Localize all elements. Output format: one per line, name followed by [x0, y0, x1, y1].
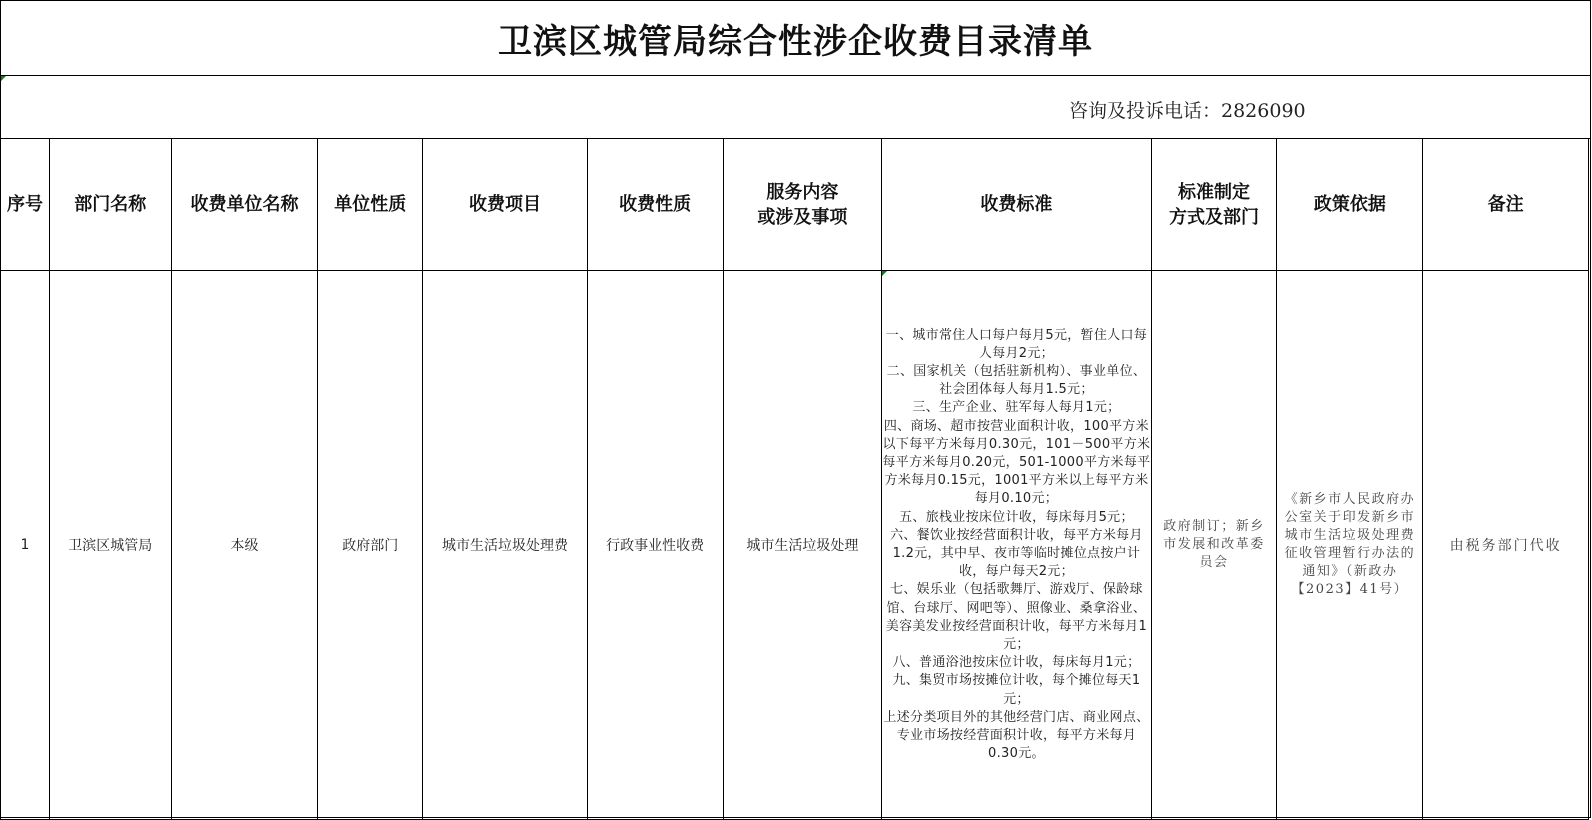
standard-line-2: 二、国家机关（包括驻新机构）、事业单位、社会团体每人每月1.5元； [886, 363, 1147, 398]
contact-row [1, 76, 1590, 139]
standard-line-8: 八、普通浴池按床位计收，每床每月1元； [892, 655, 1141, 671]
cell-dept: 卫滨区城管局 [49, 271, 171, 820]
cell-standard [882, 271, 1151, 820]
cell-item: 城市生活垃圾处理费 [423, 271, 588, 820]
page-title: 卫滨区城管局综合性涉企收费目录清单 [498, 21, 1093, 62]
header-seq: 序号 [1, 139, 50, 271]
standard-line-5: 五、旅栈业按床位计收，每床每月5元； [899, 509, 1134, 525]
header-unit: 收费单位名称 [171, 139, 318, 271]
cell-unit-type: 政府部门 [318, 271, 423, 820]
header-dept: 部门名称 [49, 139, 171, 271]
standard-line-7: 七、娱乐业（包括歌舞厅、游戏厅、保龄球馆、台球厅、网吧等）、照像业、桑拿浴业、美容美发业按经营面积计收，每平方米每月1元； [885, 582, 1148, 653]
table-row [1, 271, 1589, 820]
title-row [1, 1, 1590, 76]
header-note: 备注 [1423, 139, 1589, 271]
cell-note: 由税务部门代收 [1423, 271, 1589, 820]
standard-line-6: 六、餐饮业按经营面积计收，每平方米每月1.2元，其中早、夜市等临时摊位点按户计收，每户每天2元； [890, 527, 1143, 580]
cell-service: 城市生活垃圾处理 [723, 271, 882, 820]
header-policy: 政策依据 [1277, 139, 1423, 271]
header-service [723, 139, 882, 271]
standard-line-10: 上述分类项目外的其他经营门店、商业网点、专业市场按经营面积计收，每平方米每月0.30元。 [883, 709, 1150, 762]
header-method-line1: 标准制定 [1178, 181, 1251, 203]
header-standard: 收费标准 [882, 139, 1151, 271]
cell-unit: 本级 [171, 271, 318, 820]
standard-line-1: 一、城市常住人口每户每月5元，暂住人口每人每月2元； [885, 327, 1148, 361]
cell-method: 政府制订；新乡市发展和改革委员会 [1151, 271, 1277, 820]
cell-nature: 行政事业性收费 [587, 271, 723, 820]
cell-seq: 1 [1, 271, 50, 820]
header-row [1, 139, 1589, 271]
header-method-line2: 方式及部门 [1169, 206, 1260, 228]
cell-policy: 《新乡市人民政府办公室关于印发新乡市城市生活垃圾处理费征收管理暂行办法的通知》（新政办【2023】41号） [1277, 271, 1423, 820]
standard-line-9: 九、集贸市场按摊位计收，每个摊位每天1元； [892, 673, 1141, 707]
cell-comment-marker-icon [882, 271, 887, 276]
header-service-line2: 或涉及事项 [757, 206, 848, 228]
contact-phone: 咨询及投诉电话：2826090 [1069, 100, 1306, 122]
header-unit-type: 单位性质 [318, 139, 423, 271]
standard-line-4: 四、商场、超市按营业面积计收，100平方米以下每平方米每月0.30元，101－500平方米每平方米每月0.20元，501-1000平方米每平方米每月0.15元，1001平方米以上每平方米每月0.10元； [882, 418, 1151, 507]
header-service-line1: 服务内容 [766, 181, 839, 203]
cell-comment-marker-icon [1, 76, 6, 81]
fee-table [0, 138, 1589, 820]
header-method [1151, 139, 1277, 271]
standard-line-3: 三、生产企业、驻军每人每月1元； [912, 400, 1121, 416]
header-nature: 收费性质 [587, 139, 723, 271]
header-item: 收费项目 [423, 139, 588, 271]
